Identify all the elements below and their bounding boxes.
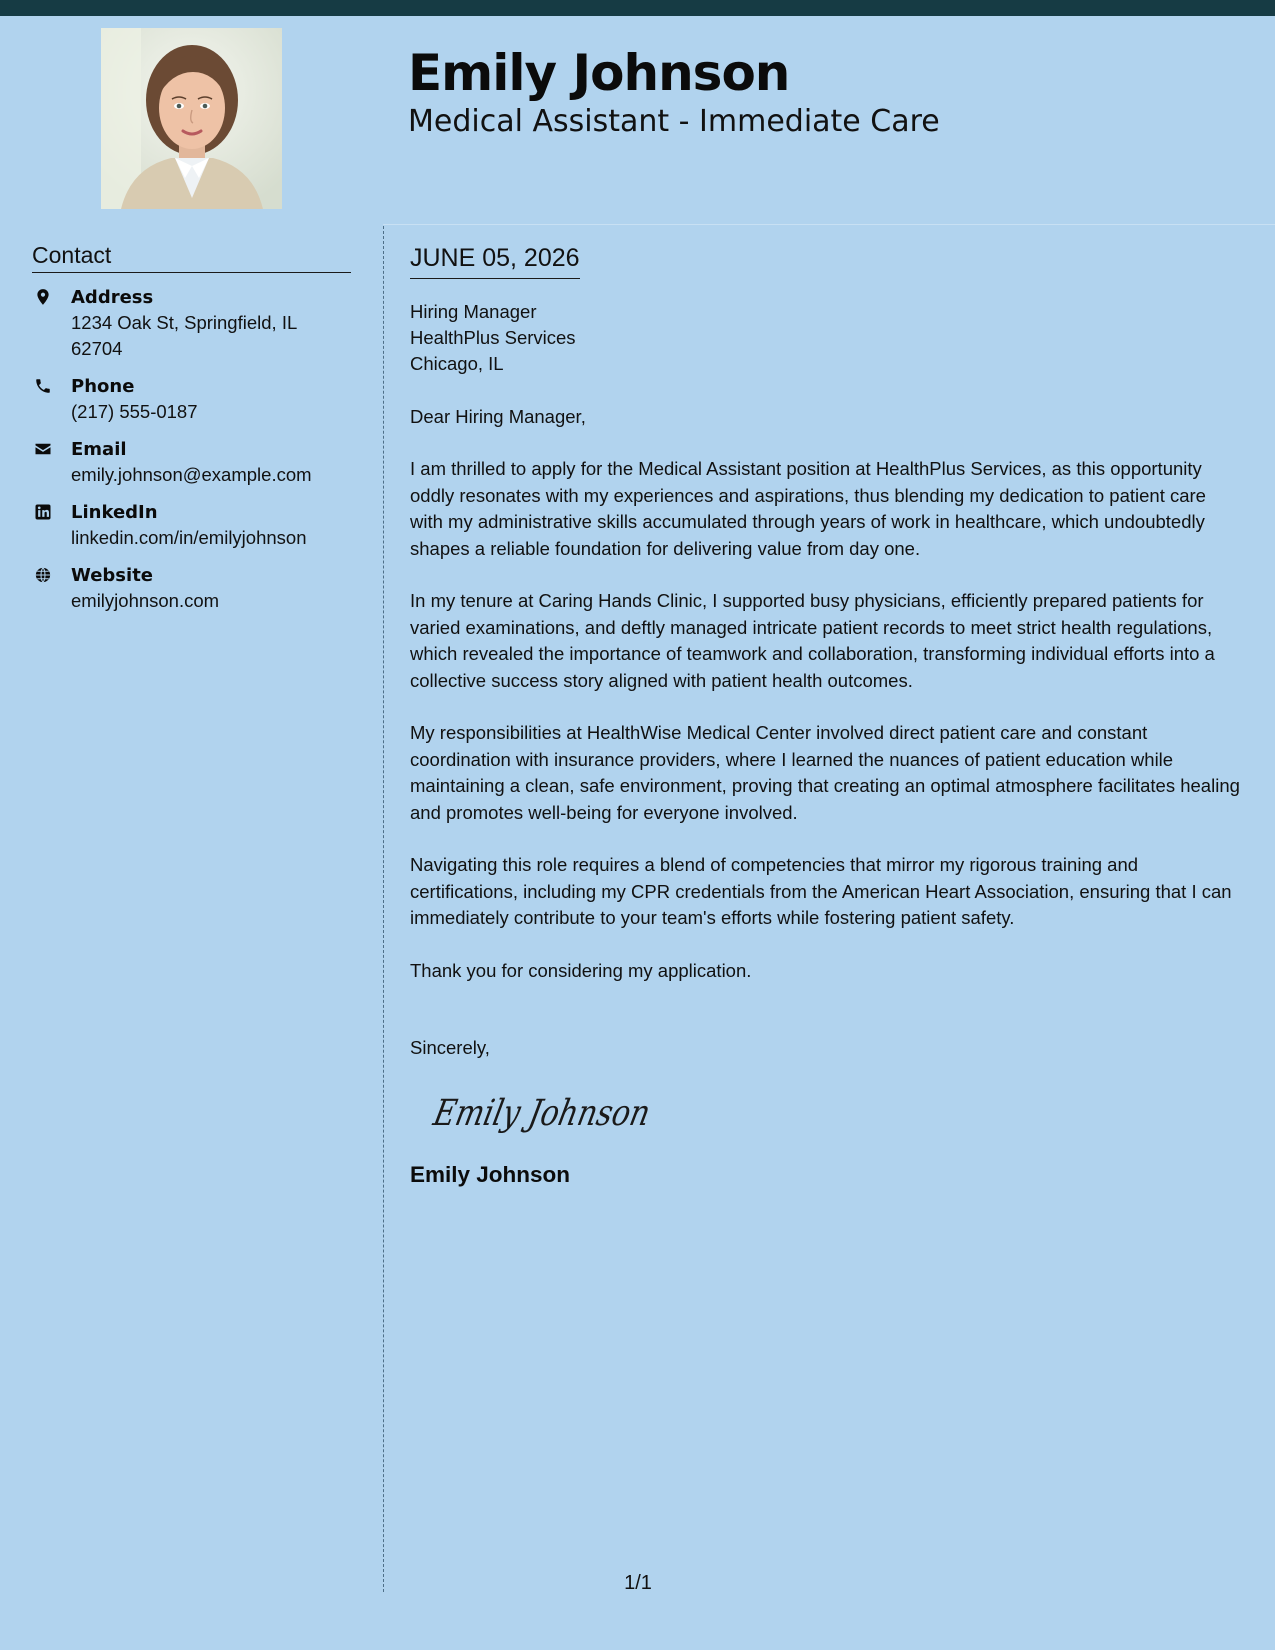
phone-value: (217) 555-0187 — [71, 401, 198, 422]
letter-body — [410, 242, 1242, 1190]
job-title: Medical Assistant - Immediate Care — [408, 104, 940, 139]
letter-paragraph: Navigating this role requires a blend of competencies that mirror my rigorous training and certifications, including my CPR credentials from the American Heart Association, ensuring that I can immediately contribute to your team's efforts while fostering patient safety. — [410, 854, 1232, 928]
letter-paragraph: Thank you for considering my application. — [410, 959, 752, 981]
address-line-1: 1234 Oak St, Springfield, IL — [71, 312, 298, 333]
recipient-block — [410, 299, 1242, 377]
phone-label: Phone — [71, 376, 135, 397]
address-line-2: 62704 — [71, 338, 123, 359]
handwritten-signature — [430, 1087, 1242, 1140]
page-indicator: 1/1 — [624, 1572, 652, 1594]
signer-name: Emily Johnson — [410, 1162, 571, 1187]
salutation: Dear Hiring Manager, — [410, 406, 586, 427]
envelope-icon — [34, 440, 52, 458]
address-label: Address — [71, 287, 154, 308]
phone-icon — [34, 377, 52, 395]
linkedin-icon — [34, 503, 52, 521]
letter-paragraph: My responsibilities at HealthWise Medical Center involved direct patient care and constant coordination with insurance providers, where I learned the nuances of patient education while maintaining a clean, safe environment, proving that creating an optimal atmosphere facilitates healing and promotes well-being for everyone involved. — [410, 722, 1240, 823]
signature-image — [430, 1087, 701, 1135]
contact-sidebar — [32, 240, 351, 626]
contact-phone — [32, 374, 351, 425]
website-label: Website — [71, 565, 154, 586]
closing: Sincerely, — [410, 1037, 490, 1058]
letter-date: JUNE 05, 2026 — [410, 242, 580, 279]
contact-linkedin — [32, 500, 351, 551]
svg-text:Emily Johnson: Emily Johnson — [430, 1091, 701, 1134]
avatar — [101, 28, 282, 209]
email-label: Email — [71, 439, 127, 460]
recipient-line: Chicago, IL — [410, 353, 504, 374]
recipient-line: Hiring Manager — [410, 301, 537, 322]
applicant-name: Emily Johnson — [408, 44, 790, 102]
contact-address — [32, 285, 351, 362]
recipient-line: HealthPlus Services — [410, 327, 576, 348]
column-divider — [383, 226, 384, 1592]
letter-paragraph: In my tenure at Caring Hands Clinic, I supported busy physicians, efficiently prepared patients for varied examinations, and deftly managed intricate patient records to meet strict health regulations, which revealed the importance of teamwork and collaboration, transforming individual efforts into a collective success story aligned with patient health outcomes. — [410, 590, 1215, 691]
linkedin-value: linkedin.com/in/emilyjohnson — [71, 527, 307, 548]
contact-heading: Contact — [32, 240, 351, 273]
profile-photo — [101, 28, 282, 209]
globe-icon — [34, 566, 52, 584]
map-pin-icon — [34, 288, 52, 306]
website-value: emilyjohnson.com — [71, 590, 220, 611]
contact-website — [32, 563, 351, 614]
header-divider — [383, 224, 1275, 225]
contact-email — [32, 437, 351, 488]
linkedin-label: LinkedIn — [71, 502, 158, 523]
email-value: emily.johnson@example.com — [71, 464, 312, 485]
top-accent-bar — [0, 0, 1275, 16]
letter-paragraph: I am thrilled to apply for the Medical Assistant position at HealthPlus Services, as this opportunity oddly resonates with my experiences and aspirations, thus blending my dedication to patient care with my administrative skills accumulated through years of work in healthcare, which undoubtedly shapes a reliable foundation for delivering value from day one. — [410, 458, 1206, 559]
